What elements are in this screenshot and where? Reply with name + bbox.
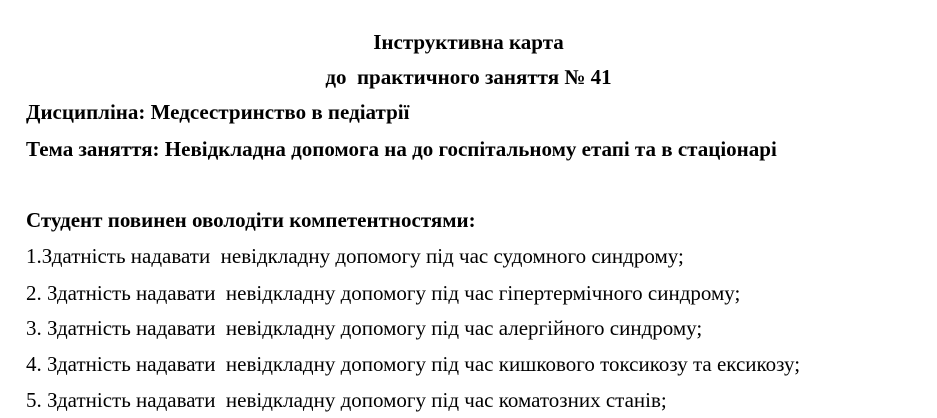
- competencies-heading: Студент повинен оволодіти компетентностями:: [26, 208, 476, 232]
- competency-item-5: 5. Здатність надавати невідкладну допомогу під час коматозних станів;: [26, 388, 667, 412]
- competency-item-3: 3. Здатність надавати невідкладну допомогу під час алергійного синдрому;: [26, 316, 703, 340]
- document-subtitle: до практичного заняття № 41: [325, 65, 612, 89]
- competency-item-2: 2. Здатність надавати невідкладну допомогу під час гіпертермічного синдрому;: [26, 281, 741, 305]
- topic-line: Тема заняття: Невідкладна допомога на до госпітальному етапі та в стаціонарі: [26, 137, 777, 161]
- competency-item-1: 1.Здатність надавати невідкладну допомогу під час судомного синдрому;: [26, 244, 684, 268]
- discipline-line: Дисципліна: Медсестринство в педіатрії: [26, 100, 410, 124]
- document-title: Інструктивна карта: [373, 30, 564, 54]
- competency-item-4: 4. Здатність надавати невідкладну допомогу під час кишкового токсикозу та ексикозу;: [26, 352, 801, 376]
